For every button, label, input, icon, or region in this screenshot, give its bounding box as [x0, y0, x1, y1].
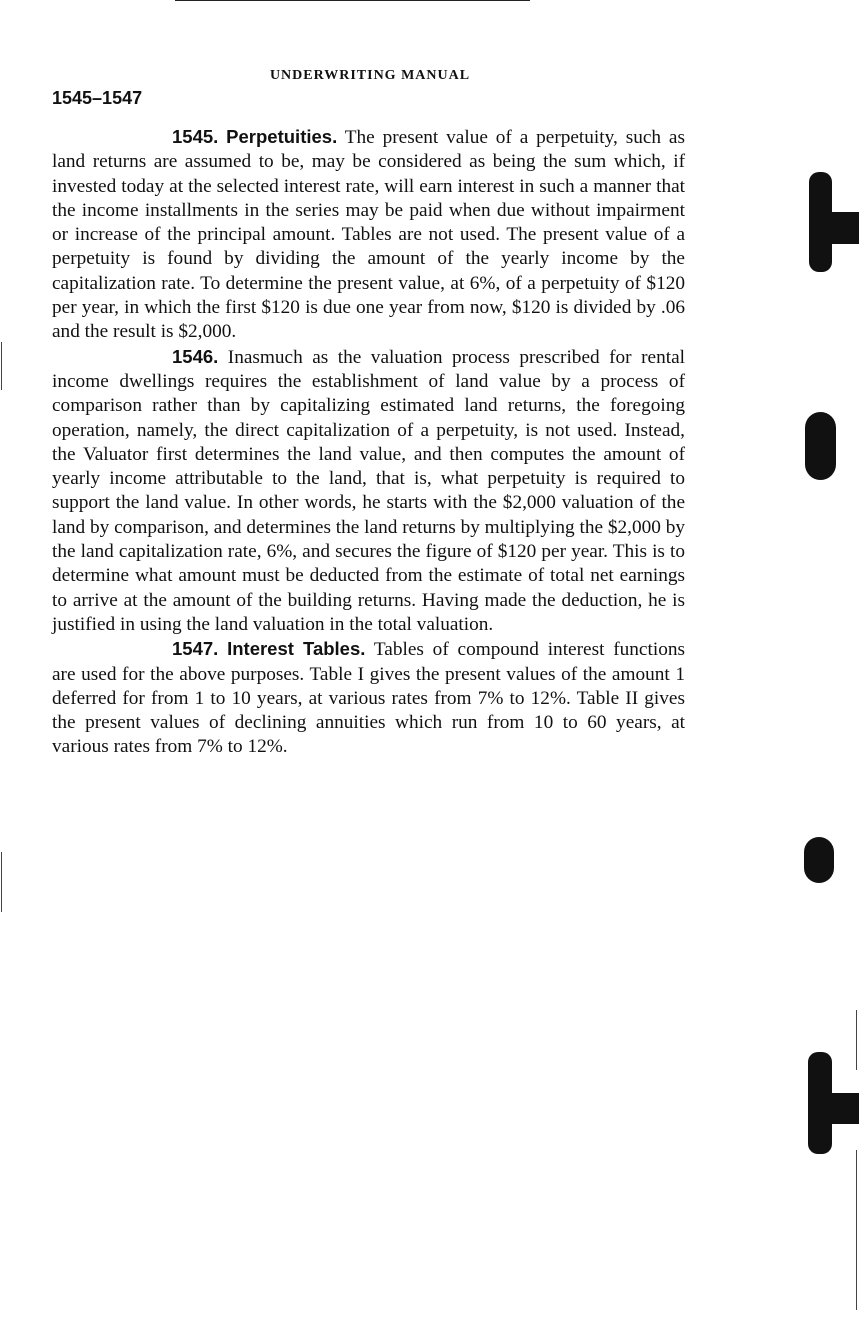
paragraph-1546	[52, 345, 685, 638]
scan-edge-left	[1, 342, 2, 390]
body-text	[52, 125, 685, 760]
scan-edge-left-lower	[1, 852, 2, 912]
running-title: UNDERWRITING MANUAL	[269, 68, 471, 83]
section-text-1545: The present value of a perpetuity, such as land returns are assumed to be, may be considered as being the sum which, if invested today at the selected interest rate, will earn interest in such a manner that the income installments in the series may be paid when due without impairment or increase of the principal amount. Tables are not used. The present value of a perpetuity is found by dividing the amount of the yearly income by the capitalization rate. To determine the present value, at 6%, of a perpetuity of $120 per year, in which the first $120 is due one year from now, $120 is divided by .06 and the result is $2,000.	[52, 127, 685, 343]
section-range: 1545–1547	[52, 88, 143, 108]
binder-tab-upper-arm	[828, 212, 859, 244]
section-title-perpetuities: Perpetuities.	[226, 126, 338, 147]
section-number-1546: 1546.	[172, 345, 219, 367]
binder-tab-lower-arm	[828, 1093, 859, 1124]
section-title-interest-tables: Interest Tables.	[227, 638, 366, 660]
section-number-1547: 1547.	[172, 638, 219, 660]
binder-hole-dot	[804, 837, 834, 883]
binder-hole-oval	[805, 412, 836, 480]
paragraph-1545	[52, 125, 685, 345]
section-text-1547: Tables of compound interest functions are used for the above purposes. Table I gives the present values of the amount 1 deferred for from 1 to 10 years, at various rates from 7% to 12%. Table II gives the present values of declining annuities which run from 10 to 60 years, at various rates from 7% to 12%.	[52, 639, 685, 758]
scan-edge-right	[856, 1010, 857, 1070]
section-number-1545: 1545.	[172, 126, 219, 147]
section-text-1546: Inasmuch as the valuation process prescribed for rental income dwellings requires the establishment of land value by a process of comparison rather than by capitalizing estimated land returns, the foregoing operation, namely, the direct capitalization of a perpetuity, is not used. Instead, the Valuator first determines the land value, and then computes the amount of yearly income attributable to the land, that is, what perpetuity is required to support the land value. In other words, he starts with the $2,000 valuation of the land by comparison, and determines the land returns by multiplying the $2,000 by the land capitalization rate, 6%, and secures the figure of $120 per year. This is to determine what amount must be deducted from the estimate of total net earnings to arrive at the amount of the building returns. Having made the deduction, he is justified in using the land valuation in the total valuation.	[52, 346, 685, 635]
top-rule	[175, 0, 530, 1]
scan-edge-right-lower	[856, 1150, 857, 1310]
paragraph-1547	[52, 637, 685, 759]
